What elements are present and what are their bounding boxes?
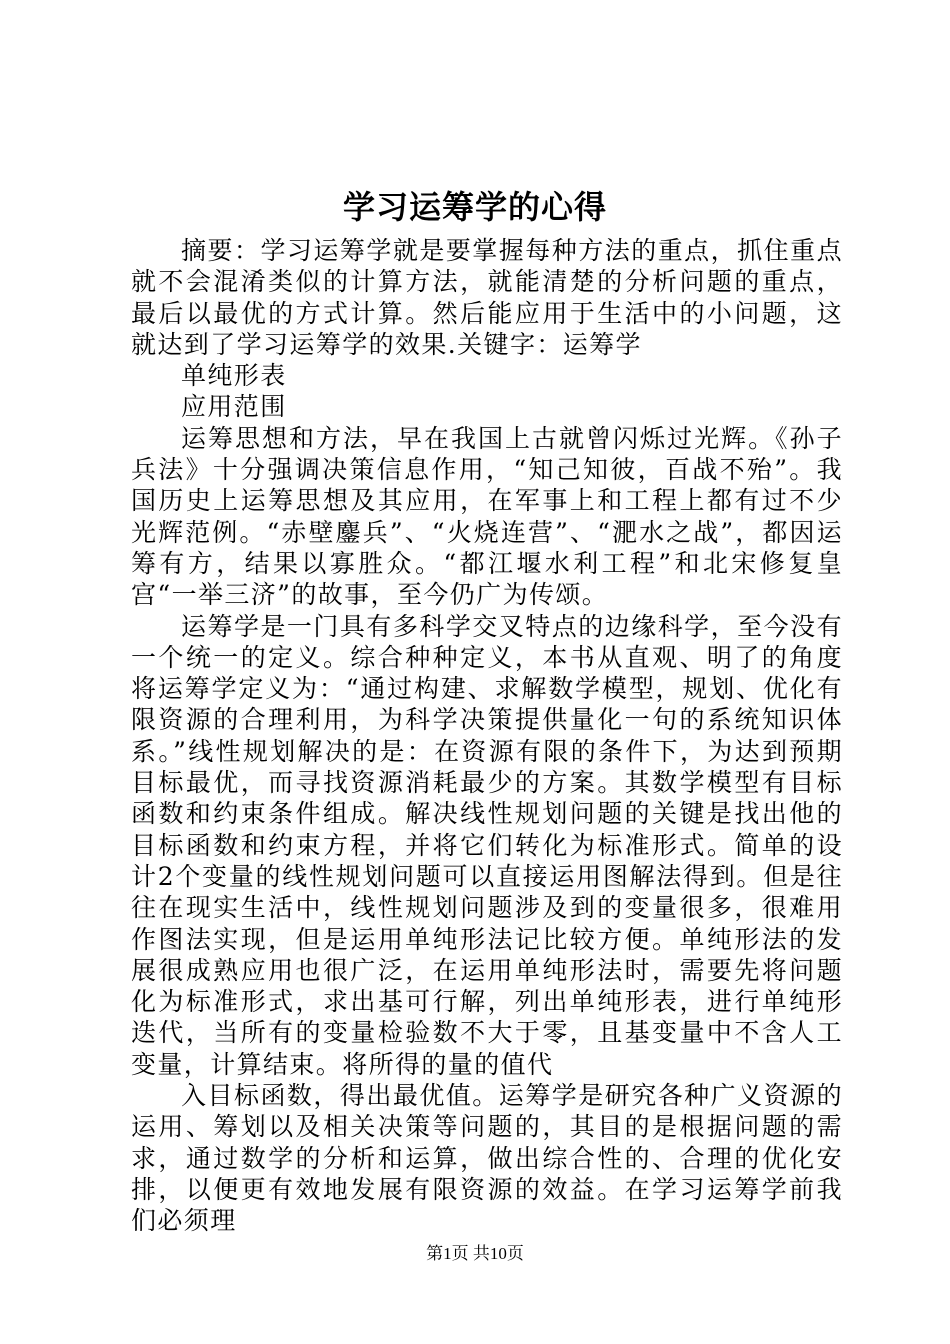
paragraph-definition: 运筹学是一门具有多科学交叉特点的边缘科学，至今没有一个统一的定义。综合种种定义，本书从直观、明了的角度将运筹学定义为：“通过构建、求解数学模型，规划、优化有限资源的合理利用，为科学决策提供量化一句的系统知识体系。”线性规划解决的是：在资源有限的条件下，为达到预期目标最优，而寻找资源消耗最少的方案。其数学模型有目标函数和约束条件组成。解决线性规划问题的关键是找出他的目标函数和约束方程，并将它们转化为标准形式。简单的设计2个变量的线性规划问题可以直接运用图解法得到。但是往往在现实生活中，线性规划问题涉及到的变量很多，很难用作图法实现，但是运用单纯形法记比较方便。单纯形法的发展很成熟应用也很广泛，在运用单纯形法时，需要先将问题化为标准形式，求出基可行解，列出单纯形表，进行单纯形迭代，当所有的变量检验数不大于零，且基变量中不含人工变量，计算结束。将所得的量的值代: [131, 611, 843, 1079]
paragraph-application-scope: 应用范围: [181, 392, 287, 422]
paragraph-simplex-table: 单纯形表: [181, 361, 287, 391]
paragraph-objective: 入目标函数，得出最优值。运筹学是研究各种广义资源的运用、筹划以及相关决策等问题的，其目的是根据问题的需求，通过数学的分析和运算，做出综合性的、合理的优化安排，以便更有效地发展有限资源的效益。在学习运筹学前我们必须理: [131, 1081, 843, 1236]
page-number-footer: 第1页 共10页: [426, 1244, 524, 1263]
document-title: 学习运筹学的心得: [342, 188, 607, 226]
document-body: [131, 235, 843, 1237]
paragraph-history: 运筹思想和方法，早在我国上古就曾闪烁过光辉。《孙子兵法》十分强调决策信息作用，“知己知彼，百战不殆”。我国历史上运筹思想及其应用，在军事上和工程上都有过不少光辉范例。“赤壁鏖兵”、“火烧连营”、“淝水之战”，都因运筹有方，结果以寡胜众。“都江堰水利工程”和北宋修复皇宫“一举三济”的故事，至今仍广为传颂。: [131, 423, 843, 610]
paragraph-abstract: 摘要：学习运筹学就是要掌握每种方法的重点，抓住重点就不会混淆类似的计算方法，就能清楚的分析问题的重点，最后以最优的方式计算。然后能应用于生活中的小问题，这就达到了学习运筹学的效果.关键字：运筹学: [131, 236, 843, 359]
